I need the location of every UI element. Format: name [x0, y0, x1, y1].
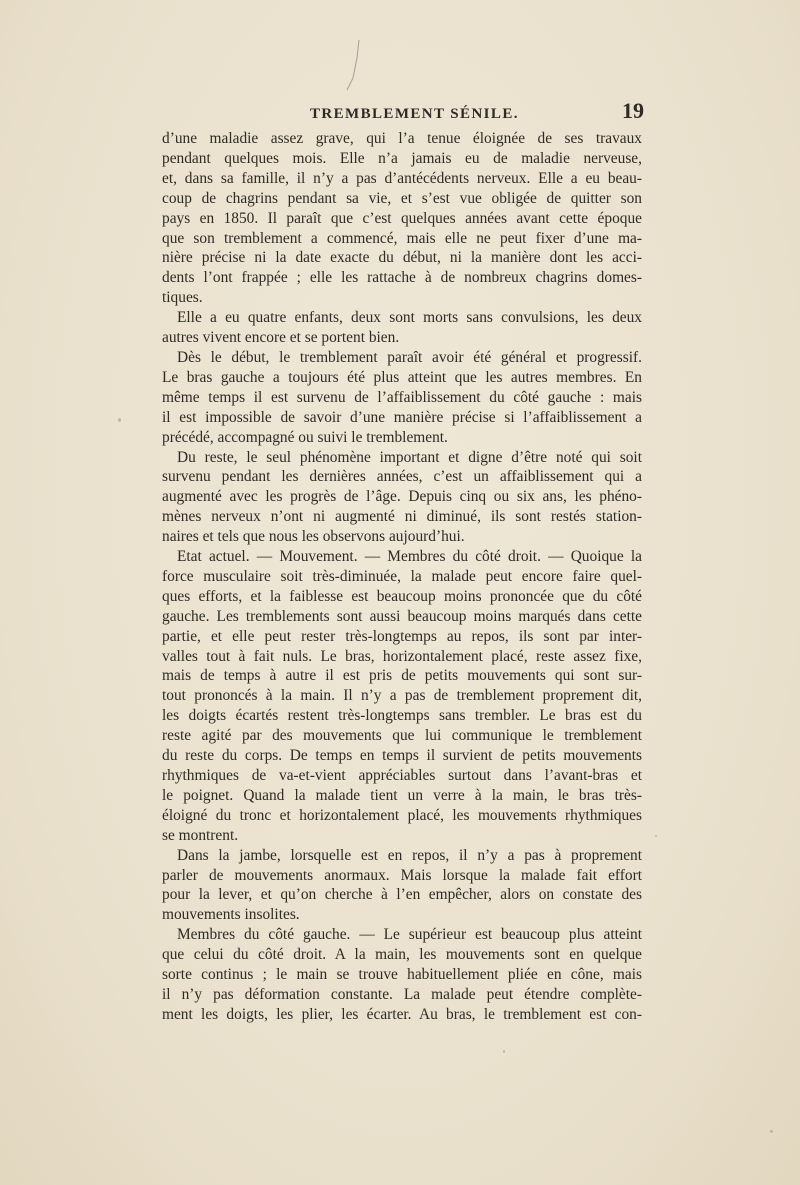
page-header	[162, 98, 644, 128]
text-line: Elle a eu quatre enfants, deux sont morts sans convulsions, les deux	[177, 309, 642, 327]
page-number: 19	[622, 98, 644, 123]
text-line: précédé, accompagné ou suivi le tremblement.	[162, 428, 448, 446]
text-line: Le bras gauche a toujours été plus atteint que les autres membres. En	[162, 368, 642, 386]
text-line: reste agité par des mouvements que lui communique le tremblement	[162, 727, 642, 745]
text-line: sorte continus ; le main se trouve habituellement pliée en cône, mais	[162, 966, 642, 984]
body-text	[162, 129, 642, 1025]
text-line: survenu pendant les dernières années, c’est un affaiblissement qui a	[162, 468, 642, 486]
text-line: valles tout à fait nuls. Le bras, horizontalement placé, reste assez fixe,	[162, 647, 642, 665]
text-line: pays en 1850. Il paraît que c’est quelques années avant cette époque	[162, 209, 642, 227]
text-line: naires et tels que nous les observons aujourd’hui.	[162, 528, 465, 546]
text-line: rhythmiques de va-et-vient appréciables surtout dans l’avant-bras et	[162, 767, 642, 784]
text-line: ques efforts, et la faiblesse est beaucoup moins prononcée que du côté	[162, 587, 642, 605]
text-line: force musculaire soit très-diminuée, la malade peut encore faire quel-	[162, 567, 642, 585]
text-line: nière précise ni la date exacte du début, ni la manière dont les acci-	[162, 249, 642, 267]
text-line: tiques.	[162, 289, 203, 307]
text-line: il est impossible de savoir d’une manière précise si l’affaiblissement a	[162, 408, 642, 426]
text-line: éloigné du tronc et horizontalement placé, les mouvements rhythmiques	[162, 806, 642, 824]
paper-speck	[655, 835, 657, 837]
text-line: partie, et elle peut rester très-longtemps au repos, ils sont par inter-	[162, 627, 642, 645]
text-line: autres vivent encore et se portent bien.	[162, 329, 400, 347]
text-line: Dans la jambe, lorsquelle est en repos, il n’y a pas à proprement	[177, 846, 642, 864]
pencil-mark	[341, 38, 371, 93]
text-line: pendant quelques mois. Elle n’a jamais eu de maladie nerveuse,	[162, 149, 642, 167]
text-line: parler de mouvements anormaux. Mais lorsque la malade fait effort	[162, 866, 642, 884]
paper-speck	[503, 1050, 505, 1053]
text-line: coup de chagrins pendant sa vie, et s’est vue obligée de quitter son	[162, 189, 642, 207]
text-line: même temps il est survenu de l’affaiblissement du côté gauche : mais	[162, 388, 642, 406]
text-line: Du reste, le seul phénomène important et digne d’être noté qui soit	[177, 448, 642, 466]
text-line: se montrent.	[162, 826, 239, 844]
text-line: et, dans sa famille, il n’y a pas d’antécédents nerveux. Elle a eu beau-	[162, 169, 642, 187]
text-line: le poignet. Quand la malade tient un verre à la main, le bras très-	[162, 786, 642, 804]
text-line: dents l’ont frappée ; elle les rattache à de nombreux chagrins domes-	[162, 269, 642, 287]
text-line: que celui du côté droit. A la main, les mouvements sont en quelque	[162, 946, 642, 964]
text-line: mouvements insolites.	[162, 906, 300, 924]
text-line: que son tremblement a commencé, mais elle ne peut fixer d’une ma-	[162, 229, 642, 247]
text-line: d’une maladie assez grave, qui l’a tenue éloignée de ses travaux	[162, 130, 642, 147]
text-line: tout prononcés à la main. Il n’y a pas de tremblement proprement dit,	[162, 687, 642, 705]
running-title: TREMBLEMENT SÉNILE.	[310, 106, 519, 122]
text-line: Membres du côté gauche. — Le supérieur est beaucoup plus atteint	[177, 926, 642, 944]
text-line: Etat actuel. — Mouvement. — Membres du côté droit. — Quoique la	[177, 548, 642, 566]
text-line: Dès le début, le tremblement paraît avoir été général et progressif.	[177, 348, 642, 366]
text-line: mais de temps à autre il est pris de petits mouvements qui sont sur-	[162, 667, 642, 685]
text-line: gauche. Les tremblements sont aussi beaucoup moins marqués dans cette	[162, 607, 642, 625]
text-line: mènes nerveux n’ont ni augmenté ni diminué, ils sont restés station-	[162, 508, 642, 526]
paper-speck	[118, 418, 121, 422]
text-line: il n’y pas déformation constante. La malade peut étendre complète-	[162, 985, 642, 1003]
paper-speck	[770, 1130, 773, 1133]
text-line: pour la lever, et qu’on cherche à l’en empêcher, alors on constate des	[162, 886, 642, 904]
text-line: du reste du corps. De temps en temps il survient de petits mouvements	[162, 747, 642, 765]
text-line: les doigts écartés restent très-longtemps sans trembler. Le bras est du	[162, 707, 642, 725]
text-line: augmenté avec les progrès de l’âge. Depuis cinq ou six ans, les phéno-	[162, 488, 642, 506]
text-line: ment les doigts, les plier, les écarter. Au bras, le tremblement est con-	[162, 1005, 642, 1023]
